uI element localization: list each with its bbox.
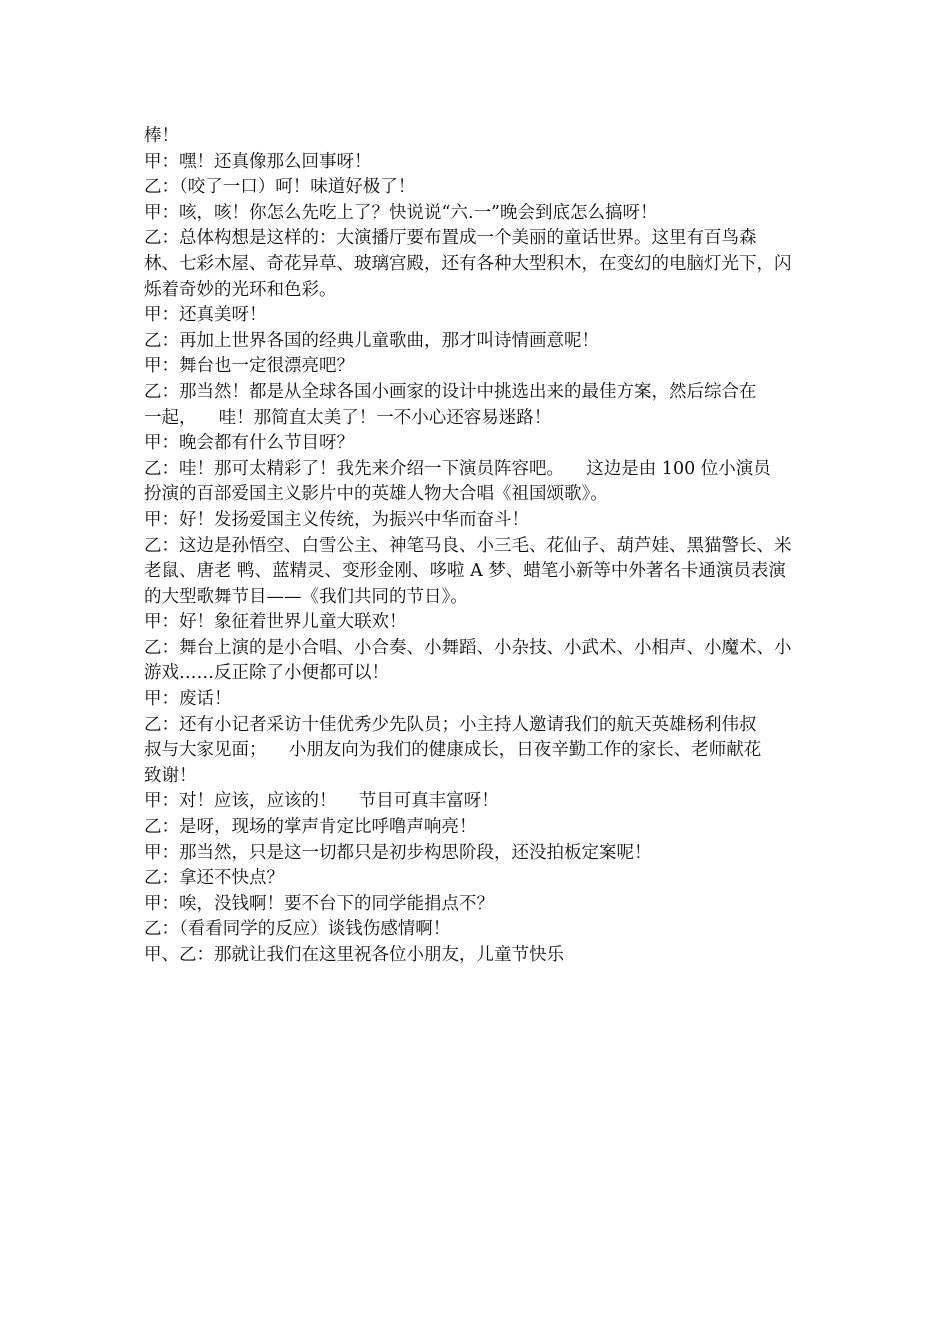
text-line: 乙：拿还不快点？ bbox=[144, 868, 284, 889]
text-line: 甲、乙：那就让我们在这里祝各位小朋友，儿童节快乐 bbox=[144, 945, 564, 965]
text-line: 致谢！ bbox=[144, 765, 197, 786]
text-line: 乙：是呀，现场的掌声肯定比呼噜声响亮！ bbox=[144, 817, 477, 838]
text-line: 甲：还真美呀！ bbox=[144, 305, 267, 326]
text-line: 甲：晚会都有什么节目呀？ bbox=[144, 433, 354, 454]
text-line: 乙：再加上世界各国的经典儿童歌曲，那才叫诗情画意呢！ bbox=[144, 330, 599, 351]
text-line: 棒！ bbox=[144, 126, 179, 146]
text-line: 乙：舞台上演的是小合唱、小合奏、小舞蹈、小杂技、小武术、小相声、小魔术、小 bbox=[144, 637, 792, 658]
text-line: 甲：那当然，只是这一切都只是初步构思阶段，还没拍板定案呢！ bbox=[144, 842, 652, 863]
text-line: 扮演的百部爱国主义影片中的英雄人物大合唱《祖国颂歌》。 bbox=[144, 484, 608, 505]
text-line: 的大型歌舞节目——《我们共同的节日》。 bbox=[144, 586, 468, 607]
text-line: 甲：好！象征着世界儿童大联欢！ bbox=[144, 612, 407, 633]
text-line: 甲：好！发扬爱国主义传统，为振兴中华而奋斗！ bbox=[144, 509, 529, 530]
text-line: 乙：那当然！都是从全球各国小画家的设计中挑选出来的最佳方案，然后综合在 bbox=[144, 381, 757, 402]
text-line: 甲：废话！ bbox=[144, 689, 232, 710]
dialogue-text bbox=[144, 124, 812, 969]
text-line: 甲：唉，没钱啊！要不台下的同学能捐点不？ bbox=[144, 893, 494, 914]
text-line: 甲：对！应该，应该的！ 节目可真丰富呀！ bbox=[144, 791, 499, 812]
text-line: 乙：（看看同学的反应）谈钱伤感情啊！ bbox=[144, 919, 451, 940]
text-line: 乙：哇！那可太精彩了！我先来介绍一下演员阵容吧。 这边是由 100 位小演员 bbox=[144, 458, 771, 479]
text-line: 游戏……反正除了小便都可以！ bbox=[144, 663, 389, 684]
text-line: 林、七彩木屋、奇花异草、玻璃宫殿，还有各种大型积木，在变幻的电脑灯光下，闪 bbox=[144, 253, 792, 274]
text-line: 乙：总体构想是这样的：大演播厅要布置成一个美丽的童话世界。这里有百鸟森 bbox=[144, 228, 757, 249]
text-line: 乙：这边是孙悟空、白雪公主、神笔马良、小三毛、花仙子、葫芦娃、黑猫警长、米 bbox=[144, 535, 792, 556]
text-line: 乙：（咬了一口）呵！味道好极了！ bbox=[144, 177, 416, 198]
text-line: 甲：咳，咳！你怎么先吃上了？快说说“六.一”晚会到底怎么搞呀！ bbox=[144, 202, 658, 223]
text-line: 一起， 哇！那简直太美了！一不小心还容易迷路！ bbox=[144, 407, 552, 428]
text-line: 叔与大家见面； 小朋友向为我们的健康成长，日夜辛勤工作的家长、老师献花 bbox=[144, 740, 762, 761]
text-line: 甲：嘿！还真像那么回事呀！ bbox=[144, 151, 372, 172]
text-line: 甲：舞台也一定很漂亮吧？ bbox=[144, 356, 354, 377]
text-line: 乙：还有小记者采访十佳优秀少先队员；小主持人邀请我们的航天英雄杨利伟叔 bbox=[144, 714, 757, 735]
text-line: 烁着奇妙的光环和色彩。 bbox=[144, 279, 337, 300]
text-line: 老鼠、唐老 鸭、蓝精灵、变形金刚、哆啦 A 梦、蜡笔小新等中外著名卡通演员表演 bbox=[144, 561, 786, 582]
